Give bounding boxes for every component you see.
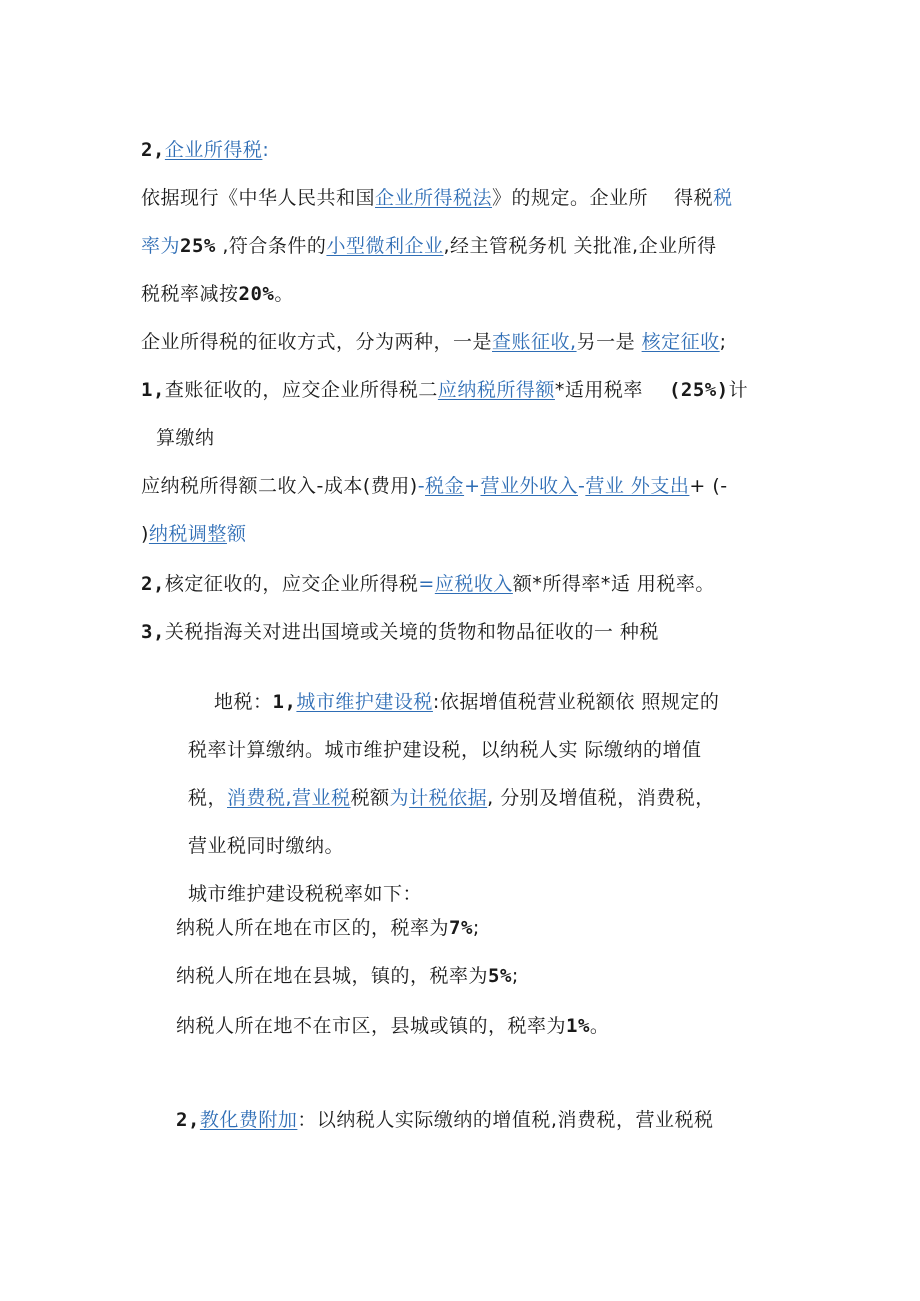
cit-item1-line1: 1,查账征收的，应交企业所得税二应纳税所得额*适用税率 (25%)计 [141, 379, 749, 401]
cit-para1-line2: 率为25% ,符合条件的小型微利企业,经主管税务机 关批准,企业所得 [141, 235, 717, 257]
local-tax-line1: 地税：1,城市维护建设税:依据增值税营业税额依 照规定的 [214, 691, 720, 713]
link-audit-collection[interactable]: 查账征收, [492, 331, 577, 353]
link-non-operating-expense[interactable]: 营业 外支出 [585, 475, 690, 497]
rate-urban: 纳税人所在地在市区的，税率为7%; [176, 917, 480, 939]
cit-para1-line3: 税税率减按20%。 [141, 283, 294, 305]
cit-heading: 2,企业所得税: [141, 139, 270, 161]
rate-county: 纳税人所在地在县城，镇的，税率为5%; [176, 965, 519, 987]
link-taxable-revenue[interactable]: 应税收入 [434, 573, 513, 595]
cit-item2: 2,核定征收的，应交企业所得税=应税收入额*所得率*适 用税率。 [141, 573, 715, 595]
local-tax-line2: 税率计算缴纳。城市维护建设税，以纳税人实 际缴纳的增值 [188, 739, 702, 761]
link-cit[interactable]: 企业所得税 [164, 139, 263, 161]
edu-surcharge-line: 2,教化费附加：以纳税人实际缴纳的增值税,消费税，营业税税 [176, 1109, 714, 1131]
cit-para1-line1: 依据现行《中华人民共和国企业所得税法》的规定。企业所 得税税 [141, 187, 733, 209]
local-tax-line4: 营业税同时缴纳。 [188, 835, 345, 857]
rate-other: 纳税人所在地不在市区，县城或镇的，税率为1%。 [176, 1015, 610, 1037]
link-small-enterprise[interactable]: 小型微利企业 [326, 235, 444, 257]
link-taxes[interactable]: 税金 [425, 475, 465, 497]
link-urban-construction-tax[interactable]: 城市维护建设税 [296, 691, 433, 713]
cit-formula-line2: )纳税调整额 [141, 523, 247, 545]
cit-item1-line2: 算缴纳 [156, 427, 215, 449]
link-consumption-business-tax[interactable]: 消费税,营业税 [227, 787, 351, 809]
link-assessed-collection[interactable]: 核定征收 [641, 331, 720, 353]
link-non-operating-income[interactable]: 营业外收入 [480, 475, 578, 497]
link-cit-law[interactable]: 企业所得税法 [375, 187, 493, 209]
link-taxable-income[interactable]: 应纳税所得额 [437, 379, 555, 401]
cit-collection-methods: 企业所得税的征收方式，分为两种，一是查账征收,另一是 核定征收; [141, 331, 727, 353]
link-tax-basis[interactable]: 计税依据 [409, 787, 488, 809]
link-tax-adjustment[interactable]: 纳税调整 [148, 523, 227, 545]
local-tax-line3: 税，消费税,营业税税额为计税依据, 分别及增值税，消费税， [188, 787, 715, 809]
rates-heading: 城市维护建设税税率如下： [188, 883, 423, 905]
cit-item3: 3,关税指海关对进出国境或关境的货物和物品征收的一 种税 [141, 621, 659, 643]
cit-formula-line1: 应纳税所得额二收入-成本(费用)-税金+营业外收入-营业 外支出+ (- [141, 475, 728, 497]
link-education-surcharge[interactable]: 教化费附加 [199, 1109, 298, 1131]
